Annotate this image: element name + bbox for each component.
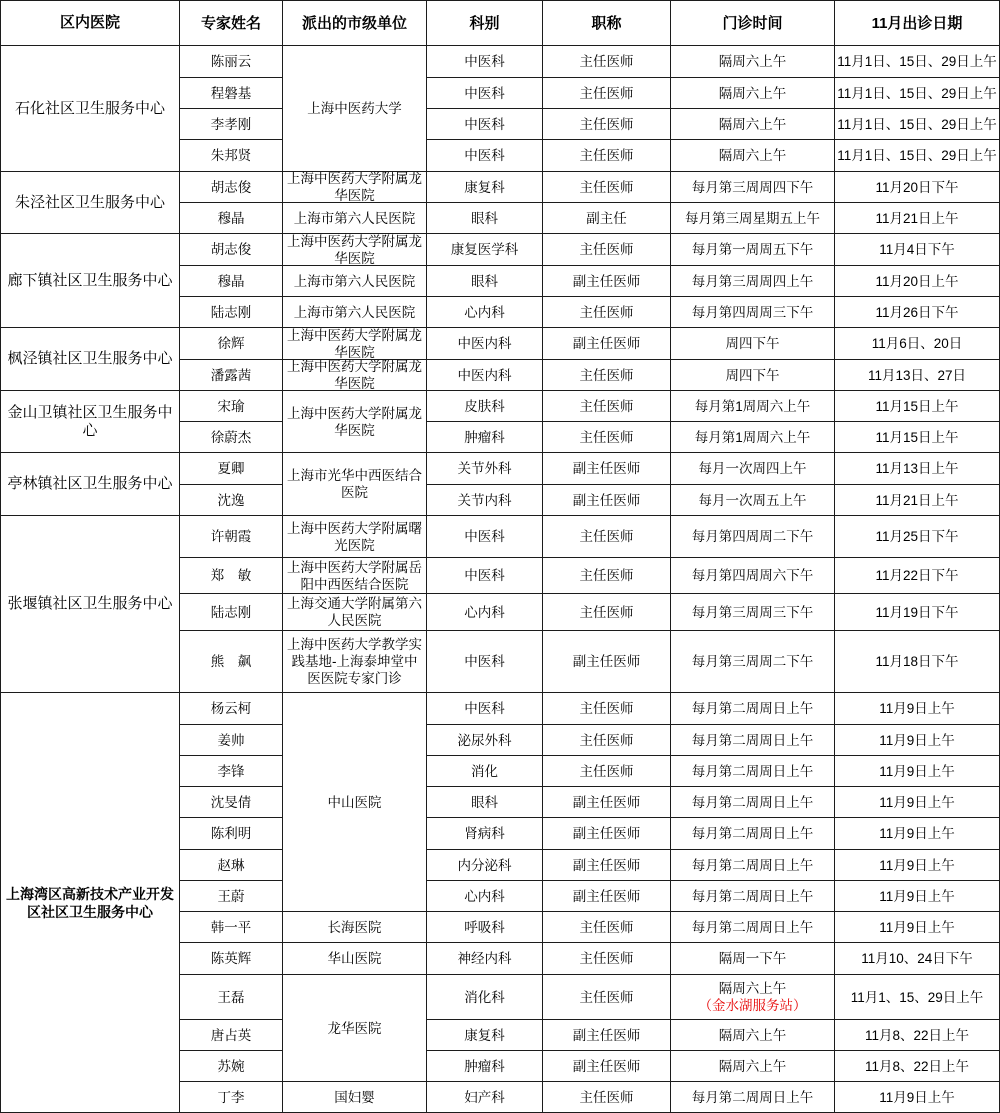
expert-name-cell: 赵琳 (180, 850, 283, 881)
visit-dates-cell: 11月9日上午 (835, 850, 1000, 881)
clinic-time-cell: 每月第二周周日上午 (671, 881, 835, 912)
expert-name-cell: 徐辉 (180, 328, 283, 360)
district-hospital-cell: 亭林镇社区卫生服务中心 (0, 453, 180, 516)
clinic-time-cell: 每月第二周周日上午 (671, 1082, 835, 1113)
clinic-time-cell: 隔周六上午 (671, 1051, 835, 1082)
visit-dates-cell: 11月9日上午 (835, 881, 1000, 912)
clinic-time-cell (671, 975, 835, 1020)
clinic-time-cell: 每月第三周周四下午 (671, 172, 835, 203)
expert-name-cell: 陆志刚 (180, 297, 283, 328)
visit-dates-cell: 11月9日上午 (835, 912, 1000, 943)
expert-name-cell: 唐占英 (180, 1020, 283, 1051)
expert-name-cell: 沈逸 (180, 485, 283, 516)
clinic-time-cell: 隔周六上午 (671, 140, 835, 172)
title-cell: 主任医师 (543, 975, 671, 1020)
expert-name-cell: 沈旻倩 (180, 787, 283, 818)
dispatching-unit-cell: 国妇婴 (283, 1082, 427, 1113)
dispatching-unit-cell: 上海中医药大学 (283, 46, 427, 172)
clinic-time-cell: 每月第三周周二下午 (671, 631, 835, 693)
expert-name-cell: 李孝刚 (180, 109, 283, 140)
expert-name-cell: 许朝霞 (180, 516, 283, 558)
department-cell: 关节外科 (427, 453, 543, 485)
title-cell: 主任医师 (543, 109, 671, 140)
clinic-time-cell: 每月一次周四上午 (671, 453, 835, 485)
clinic-time-cell: 每月第四周周三下午 (671, 297, 835, 328)
title-cell: 副主任医师 (543, 485, 671, 516)
district-hospital-cell: 石化社区卫生服务中心 (0, 46, 180, 172)
visit-dates-cell: 11月21日上午 (835, 485, 1000, 516)
dispatching-unit-cell: 上海市第六人民医院 (283, 266, 427, 297)
clinic-time-cell: 每月第二周周日上午 (671, 787, 835, 818)
department-cell: 康复医学科 (427, 234, 543, 266)
dispatching-unit-cell: 上海中医药大学附属龙华医院 (283, 172, 427, 203)
clinic-time-cell: 隔周六上午 (671, 109, 835, 140)
clinic-location-note: （金水湖服务站） (698, 998, 807, 1013)
title-cell: 主任医师 (543, 422, 671, 453)
title-cell: 副主任医师 (543, 850, 671, 881)
visit-dates-cell: 11月6日、20日 (835, 328, 1000, 360)
header-clinic-time: 门诊时间 (671, 0, 835, 46)
dispatching-unit-cell: 上海中医药大学附属曙光医院 (283, 516, 427, 558)
department-cell: 皮肤科 (427, 391, 543, 422)
clinic-time-cell: 隔周六上午 (671, 78, 835, 109)
expert-name-cell: 潘露茜 (180, 360, 283, 391)
title-cell: 副主任医师 (543, 1051, 671, 1082)
department-cell: 中医科 (427, 631, 543, 693)
department-cell: 中医科 (427, 78, 543, 109)
expert-name-cell: 夏卿 (180, 453, 283, 485)
expert-name-cell: 宋瑜 (180, 391, 283, 422)
title-cell: 主任医师 (543, 1082, 671, 1113)
expert-name-cell: 杨云柯 (180, 693, 283, 725)
expert-name-cell: 王磊 (180, 975, 283, 1020)
clinic-time-cell: 每月第四周周二下午 (671, 516, 835, 558)
expert-name-cell: 程磐基 (180, 78, 283, 109)
visit-dates-cell: 11月9日上午 (835, 756, 1000, 787)
department-cell: 心内科 (427, 881, 543, 912)
department-cell: 中医科 (427, 558, 543, 594)
visit-dates-cell: 11月8、22日上午 (835, 1051, 1000, 1082)
visit-dates-cell: 11月25日下午 (835, 516, 1000, 558)
visit-dates-cell: 11月19日下午 (835, 594, 1000, 631)
clinic-time-cell: 每月第1周周六上午 (671, 391, 835, 422)
dispatching-unit-cell: 上海中医药大学附属龙华医院 (283, 391, 427, 453)
expert-name-cell: 熊 飙 (180, 631, 283, 693)
department-cell: 心内科 (427, 594, 543, 631)
visit-dates-cell: 11月1日、15日、29日上午 (835, 78, 1000, 109)
title-cell: 副主任医师 (543, 631, 671, 693)
expert-name-cell: 朱邦贤 (180, 140, 283, 172)
clinic-time-cell: 每月第二周周日上午 (671, 693, 835, 725)
clinic-time-cell: 隔周一下午 (671, 943, 835, 975)
title-cell: 主任医师 (543, 693, 671, 725)
dispatching-unit-cell: 上海中医药大学附属岳阳中西医结合医院 (283, 558, 427, 594)
dispatching-unit-cell: 上海交通大学附属第六人民医院 (283, 594, 427, 631)
department-cell: 眼科 (427, 787, 543, 818)
expert-name-cell: 韩一平 (180, 912, 283, 943)
clinic-time-cell: 每月第二周周日上午 (671, 850, 835, 881)
clinic-time-cell: 每月第二周周日上午 (671, 912, 835, 943)
clinic-time-cell: 每月第一周周五下午 (671, 234, 835, 266)
department-cell: 妇产科 (427, 1082, 543, 1113)
title-cell: 主任医师 (543, 140, 671, 172)
dispatching-unit-cell: 上海中医药大学教学实践基地-上海泰坤堂中医医院专家门诊 (283, 631, 427, 693)
clinic-time-cell: 隔周六上午 (671, 46, 835, 78)
dispatching-unit-cell: 上海市第六人民医院 (283, 297, 427, 328)
visit-dates-cell: 11月4日下午 (835, 234, 1000, 266)
title-cell: 主任医师 (543, 360, 671, 391)
title-cell: 主任医师 (543, 46, 671, 78)
expert-name-cell: 姜帅 (180, 725, 283, 756)
visit-dates-cell: 11月22日下午 (835, 558, 1000, 594)
title-cell: 主任医师 (543, 558, 671, 594)
department-cell: 中医内科 (427, 360, 543, 391)
title-cell: 主任医师 (543, 943, 671, 975)
clinic-time-cell: 每月第三周星期五上午 (671, 203, 835, 234)
expert-name-cell: 陈丽云 (180, 46, 283, 78)
dispatching-unit-cell: 中山医院 (283, 693, 427, 912)
visit-dates-cell: 11月10、24日下午 (835, 943, 1000, 975)
visit-dates-cell: 11月9日上午 (835, 693, 1000, 725)
visit-dates-cell: 11月13日上午 (835, 453, 1000, 485)
department-cell: 消化 (427, 756, 543, 787)
title-cell: 主任医师 (543, 234, 671, 266)
title-cell: 副主任医师 (543, 328, 671, 360)
title-cell: 主任医师 (543, 594, 671, 631)
expert-name-cell: 苏婉 (180, 1051, 283, 1082)
clinic-time-cell: 每月第三周周四上午 (671, 266, 835, 297)
clinic-time-cell: 周四下午 (671, 328, 835, 360)
visit-dates-cell: 11月1、15、29日上午 (835, 975, 1000, 1020)
district-hospital-cell: 张堰镇社区卫生服务中心 (0, 516, 180, 693)
dispatching-unit-cell: 上海市光华中西医结合医院 (283, 453, 427, 516)
dispatching-unit-cell: 龙华医院 (283, 975, 427, 1082)
visit-dates-cell: 11月9日上午 (835, 818, 1000, 850)
dispatching-unit-cell: 上海市第六人民医院 (283, 203, 427, 234)
department-cell: 肿瘤科 (427, 422, 543, 453)
district-hospital-cell: 金山卫镇社区卫生服务中心 (0, 391, 180, 453)
department-cell: 康复科 (427, 172, 543, 203)
expert-name-cell: 穆晶 (180, 203, 283, 234)
expert-name-cell: 陆志刚 (180, 594, 283, 631)
clinic-time-cell: 每月第四周周六下午 (671, 558, 835, 594)
department-cell: 关节内科 (427, 485, 543, 516)
visit-dates-cell: 11月21日上午 (835, 203, 1000, 234)
title-cell: 副主任医师 (543, 1020, 671, 1051)
department-cell: 内分泌科 (427, 850, 543, 881)
district-hospital-cell: 枫泾镇社区卫生服务中心 (0, 328, 180, 391)
department-cell: 康复科 (427, 1020, 543, 1051)
district-hospital-cell: 廊下镇社区卫生服务中心 (0, 234, 180, 328)
title-cell: 主任医师 (543, 725, 671, 756)
title-cell: 主任医师 (543, 172, 671, 203)
department-cell: 心内科 (427, 297, 543, 328)
title-cell: 主任医师 (543, 297, 671, 328)
expert-name-cell: 丁李 (180, 1082, 283, 1113)
expert-name-cell: 徐蔚杰 (180, 422, 283, 453)
dispatching-unit-cell: 上海中医药大学附属龙华医院 (283, 328, 427, 360)
visit-dates-cell: 11月9日上午 (835, 725, 1000, 756)
department-cell: 泌尿外科 (427, 725, 543, 756)
visit-dates-cell: 11月8、22日上午 (835, 1020, 1000, 1051)
header-district-hospital: 区内医院 (0, 0, 180, 46)
district-hospital-cell: 朱泾社区卫生服务中心 (0, 172, 180, 234)
department-cell: 中医内科 (427, 328, 543, 360)
expert-name-cell: 王蔚 (180, 881, 283, 912)
clinic-time-cell: 隔周六上午 (671, 1020, 835, 1051)
expert-name-cell: 陈利明 (180, 818, 283, 850)
clinic-time-cell: 周四下午 (671, 360, 835, 391)
department-cell: 呼吸科 (427, 912, 543, 943)
expert-name-cell: 郑 敏 (180, 558, 283, 594)
title-cell: 主任医师 (543, 912, 671, 943)
header-dispatching-unit: 派出的市级单位 (283, 0, 427, 46)
clinic-time-cell: 每月第1周周六上午 (671, 422, 835, 453)
header-expert-name: 专家姓名 (180, 0, 283, 46)
department-cell: 中医科 (427, 516, 543, 558)
department-cell: 肿瘤科 (427, 1051, 543, 1082)
title-cell: 副主任医师 (543, 453, 671, 485)
header-department: 科别 (427, 0, 543, 46)
title-cell: 副主任医师 (543, 818, 671, 850)
dispatching-unit-cell: 上海中医药大学附属龙华医院 (283, 234, 427, 266)
clinic-time-cell: 每月第三周周三下午 (671, 594, 835, 631)
clinic-time-cell: 每月第二周周日上午 (671, 756, 835, 787)
dispatching-unit-cell: 华山医院 (283, 943, 427, 975)
title-cell: 主任医师 (543, 756, 671, 787)
clinic-time-text: 隔周六上午 (718, 981, 787, 996)
district-hospital-cell: 上海湾区高新技术产业开发区社区卫生服务中心 (0, 693, 180, 1113)
title-cell: 副主任医师 (543, 266, 671, 297)
expert-name-cell: 穆晶 (180, 266, 283, 297)
visit-dates-cell: 11月20日下午 (835, 172, 1000, 203)
title-cell: 主任医师 (543, 78, 671, 109)
department-cell: 眼科 (427, 266, 543, 297)
department-cell: 中医科 (427, 46, 543, 78)
department-cell: 神经内科 (427, 943, 543, 975)
expert-name-cell: 胡志俊 (180, 234, 283, 266)
visit-dates-cell: 11月9日上午 (835, 1082, 1000, 1113)
visit-dates-cell: 11月1日、15日、29日上午 (835, 140, 1000, 172)
visit-dates-cell: 11月1日、15日、29日上午 (835, 109, 1000, 140)
department-cell: 中医科 (427, 693, 543, 725)
visit-dates-cell: 11月15日上午 (835, 422, 1000, 453)
visit-dates-cell: 11月26日下午 (835, 297, 1000, 328)
header-title: 职称 (543, 0, 671, 46)
dispatching-unit-cell: 上海中医药大学附属龙华医院 (283, 360, 427, 391)
department-cell: 中医科 (427, 109, 543, 140)
expert-name-cell: 陈英辉 (180, 943, 283, 975)
visit-dates-cell: 11月15日上午 (835, 391, 1000, 422)
header-visit-dates: 11月出诊日期 (835, 0, 1000, 46)
title-cell: 副主任医师 (543, 787, 671, 818)
department-cell: 消化科 (427, 975, 543, 1020)
clinic-time-cell: 每月一次周五上午 (671, 485, 835, 516)
visit-dates-cell: 11月18日下午 (835, 631, 1000, 693)
visit-dates-cell: 11月13日、27日 (835, 360, 1000, 391)
expert-name-cell: 胡志俊 (180, 172, 283, 203)
visit-dates-cell: 11月20日上午 (835, 266, 1000, 297)
title-cell: 副主任 (543, 203, 671, 234)
title-cell: 主任医师 (543, 391, 671, 422)
department-cell: 肾病科 (427, 818, 543, 850)
title-cell: 主任医师 (543, 516, 671, 558)
expert-name-cell: 李锋 (180, 756, 283, 787)
clinic-time-cell: 每月第二周周日上午 (671, 725, 835, 756)
visit-dates-cell: 11月1日、15日、29日上午 (835, 46, 1000, 78)
dispatching-unit-cell: 长海医院 (283, 912, 427, 943)
visit-dates-cell: 11月9日上午 (835, 787, 1000, 818)
department-cell: 眼科 (427, 203, 543, 234)
department-cell: 中医科 (427, 140, 543, 172)
title-cell: 副主任医师 (543, 881, 671, 912)
clinic-time-cell: 每月第二周周日上午 (671, 818, 835, 850)
